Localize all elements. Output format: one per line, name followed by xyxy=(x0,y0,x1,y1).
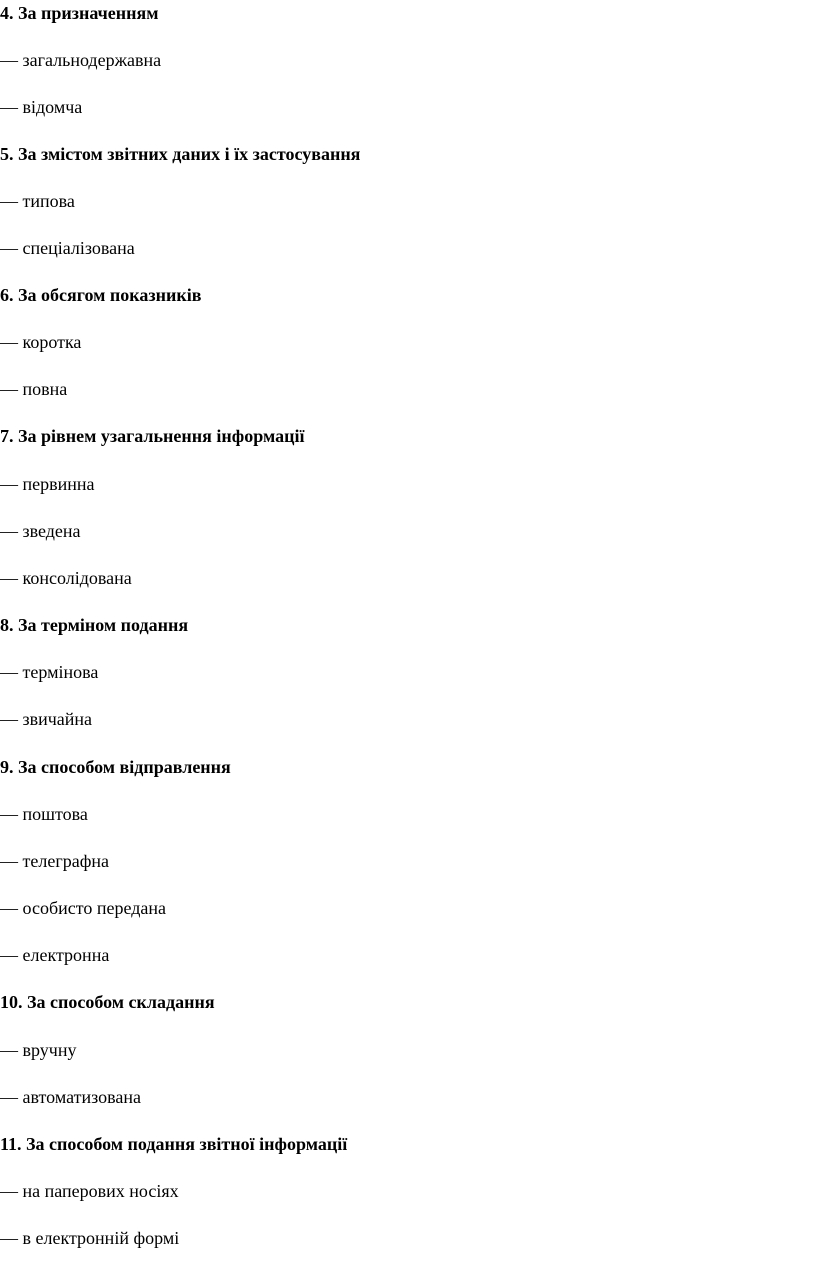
list-item: — термінова xyxy=(0,662,99,682)
list-item: — вручну xyxy=(0,1040,77,1060)
list-item: — первинна xyxy=(0,474,95,494)
list-item: — телеграфна xyxy=(0,851,109,871)
section-heading: 5. За змістом звітних даних і їх застосування xyxy=(0,144,361,164)
section-heading: 4. За призначенням xyxy=(0,3,159,23)
list-item: — зведена xyxy=(0,521,81,541)
list-item: — в електронній формі xyxy=(0,1228,180,1248)
list-item: — електронна xyxy=(0,945,110,965)
list-item: — консолідована xyxy=(0,568,132,588)
section-heading: 8. За терміном подання xyxy=(0,615,189,635)
list-item: — коротка xyxy=(0,332,82,352)
section-heading: 10. За способом складання xyxy=(0,992,215,1012)
list-item: — поштова xyxy=(0,804,88,824)
list-item: — типова xyxy=(0,191,75,211)
list-item: — автоматизована xyxy=(0,1087,141,1107)
list-item: — особисто передана xyxy=(0,898,166,918)
list-item: — загальнодержавна xyxy=(0,50,162,70)
list-item: — відомча xyxy=(0,97,83,117)
section-heading: 11. За способом подання звітної інформації xyxy=(0,1134,348,1154)
list-item: — спеціалізована xyxy=(0,238,135,258)
section-heading: 9. За способом відправлення xyxy=(0,757,231,777)
list-item: — звичайна xyxy=(0,709,93,729)
list-item: — на паперових носіях xyxy=(0,1181,179,1201)
section-heading: 6. За обсягом показників xyxy=(0,285,202,305)
section-heading: 7. За рівнем узагальнення інформації xyxy=(0,426,305,446)
list-item: — повна xyxy=(0,379,68,399)
